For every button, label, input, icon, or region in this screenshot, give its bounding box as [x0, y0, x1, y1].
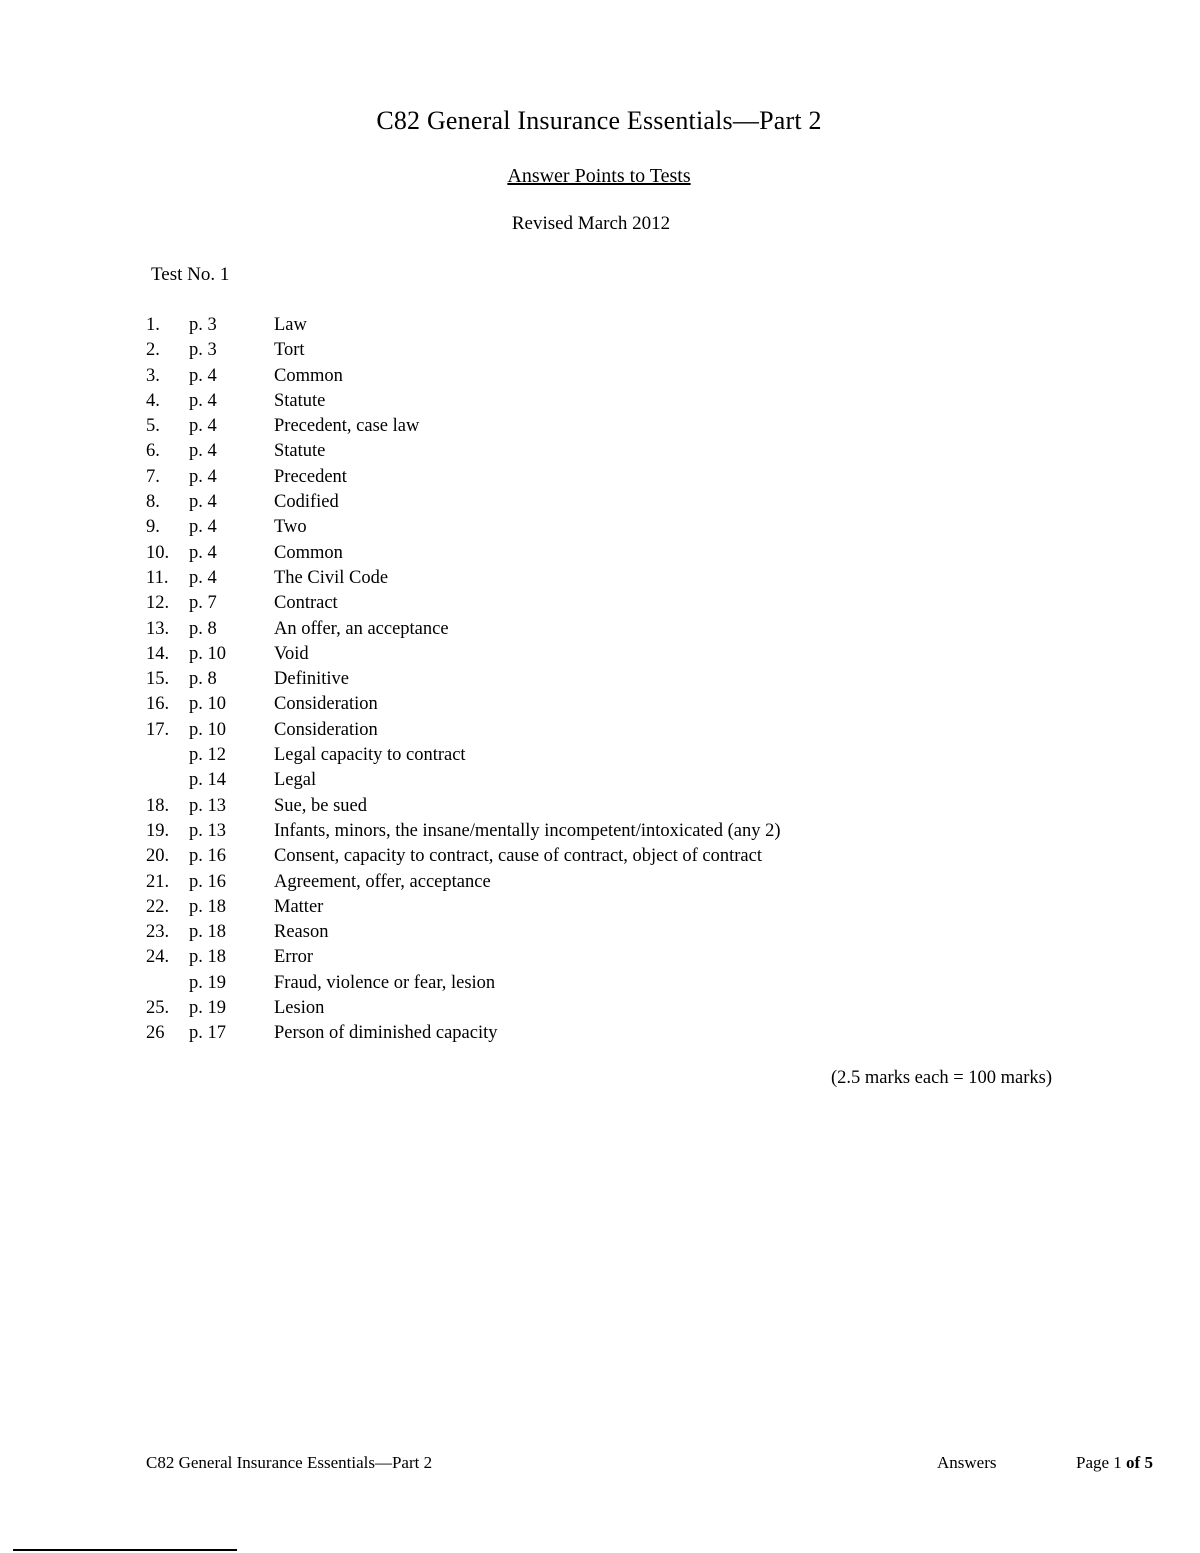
- answer-text: Precedent, case law: [274, 416, 420, 437]
- answer-number: 15.: [146, 669, 170, 690]
- answer-number: 5.: [146, 416, 160, 437]
- revision-date: Revised March 2012: [511, 213, 671, 234]
- answer-row: [146, 819, 781, 844]
- answer-text: Legal capacity to contract: [274, 745, 466, 766]
- answer-page-ref: p. 7: [189, 593, 217, 614]
- answer-page-ref: p. 3: [189, 315, 217, 335]
- answer-number: 25.: [146, 998, 170, 1019]
- answer-page-ref: p. 3: [189, 340, 217, 361]
- answer-row: [146, 490, 781, 515]
- answer-number: 17.: [146, 719, 170, 740]
- answer-row: [146, 692, 781, 717]
- answer-page-ref: p. 17: [189, 1023, 226, 1044]
- answer-number: 8.: [146, 492, 160, 513]
- answer-page-ref: p. 4: [189, 416, 217, 437]
- answer-row: [146, 515, 781, 540]
- answer-row: [146, 996, 781, 1021]
- answer-row: [146, 895, 781, 920]
- answer-page-ref: p. 16: [189, 871, 226, 892]
- answer-number: 6.: [146, 441, 160, 462]
- answer-row: [146, 414, 781, 439]
- answer-row: [146, 465, 781, 490]
- answer-text: Consent, capacity to contract, cause of contract, object of contract: [274, 846, 762, 867]
- answer-text: Common: [274, 365, 343, 386]
- answer-number: 11.: [146, 567, 169, 588]
- answer-text: Infants, minors, the insane/mentally incompetent/intoxicated (any 2): [274, 820, 781, 841]
- answer-text: Law: [274, 315, 307, 335]
- answer-page-ref: p. 14: [189, 770, 226, 791]
- answer-text: Legal: [274, 770, 317, 791]
- answer-number: 22.: [146, 896, 170, 917]
- answer-text: Reason: [274, 922, 329, 943]
- answer-number: 14.: [146, 643, 170, 664]
- footer-page-number: [1076, 1453, 1153, 1473]
- answer-row: [146, 844, 781, 869]
- answer-page-ref: p. 13: [189, 795, 226, 816]
- answer-text: Common: [274, 542, 343, 563]
- answer-number: 12.: [146, 593, 170, 614]
- answer-row: [146, 439, 781, 464]
- answer-page-ref: p. 8: [189, 669, 217, 690]
- answer-text: The Civil Code: [274, 567, 389, 588]
- answer-text: Matter: [274, 896, 324, 917]
- answer-text: Two: [274, 517, 307, 538]
- test-label: Test No. 1: [151, 264, 230, 285]
- answer-page-ref: p. 13: [189, 820, 226, 841]
- answer-text: Statute: [274, 390, 326, 411]
- answer-number: 9.: [146, 517, 160, 538]
- answer-row: [146, 566, 781, 591]
- answer-number: 21.: [146, 871, 170, 892]
- answer-number: 16.: [146, 694, 170, 715]
- answer-page-ref: p. 4: [189, 567, 217, 588]
- answer-page-ref: p. 4: [189, 365, 217, 386]
- answer-number: 20.: [146, 846, 170, 867]
- answer-number: 13.: [146, 618, 170, 639]
- answer-number: 7.: [146, 466, 160, 487]
- answer-page-ref: p. 8: [189, 618, 217, 639]
- answer-row: [146, 591, 781, 616]
- answer-text: Consideration: [274, 694, 378, 715]
- answer-text: Void: [274, 643, 309, 664]
- answer-list: [146, 313, 781, 1047]
- document-title: C82 General Insurance Essentials—Part 2: [376, 106, 822, 135]
- answer-page-ref: p. 10: [189, 694, 226, 715]
- answer-number: 26: [146, 1023, 165, 1044]
- answer-row: [146, 743, 781, 768]
- answer-number: 19.: [146, 820, 170, 841]
- answer-page-ref: p. 12: [189, 745, 226, 766]
- answer-row: [146, 945, 781, 970]
- answer-page-ref: p. 19: [189, 998, 226, 1019]
- answer-number: [146, 743, 189, 768]
- answer-number: 24.: [146, 947, 170, 968]
- answer-row: [146, 920, 781, 945]
- footnote-divider: [13, 1549, 237, 1551]
- answer-number: 2.: [146, 340, 160, 361]
- answer-text: Fraud, violence or fear, lesion: [274, 972, 496, 993]
- answer-text: Codified: [274, 492, 339, 513]
- answer-page-ref: p. 18: [189, 896, 226, 917]
- footer-section: Answers: [937, 1453, 997, 1472]
- answer-text: Lesion: [274, 998, 325, 1019]
- answer-page-ref: p. 18: [189, 947, 226, 968]
- answer-number: 1.: [146, 315, 160, 335]
- answer-row: [146, 718, 781, 743]
- answer-page-ref: p. 4: [189, 517, 217, 538]
- answer-row: [146, 313, 781, 338]
- answer-text: Person of diminished capacity: [274, 1023, 498, 1044]
- answer-number: 18.: [146, 795, 170, 816]
- answer-row: [146, 1021, 781, 1046]
- answer-page-ref: p. 4: [189, 492, 217, 513]
- answer-row: [146, 667, 781, 692]
- answer-row: [146, 389, 781, 414]
- answer-text: Precedent: [274, 466, 347, 487]
- answer-row: [146, 541, 781, 566]
- answer-number: [146, 768, 189, 793]
- footer-page-total: of 5: [1126, 1453, 1153, 1472]
- answer-number: [146, 971, 189, 996]
- answer-page-ref: p. 10: [189, 643, 226, 664]
- footer-page-prefix: Page 1: [1076, 1453, 1122, 1472]
- answer-row: [146, 768, 781, 793]
- answer-text: Definitive: [274, 669, 350, 690]
- answer-number: 10.: [146, 542, 170, 563]
- answer-number: 4.: [146, 390, 160, 411]
- answer-text: Agreement, offer, acceptance: [274, 871, 491, 892]
- answer-row: [146, 794, 781, 819]
- answer-text: Consideration: [274, 719, 378, 740]
- answer-row: [146, 870, 781, 895]
- answer-page-ref: p. 19: [189, 972, 226, 993]
- answer-page-ref: p. 4: [189, 466, 217, 487]
- answer-row: [146, 364, 781, 389]
- answer-text: Error: [274, 947, 314, 968]
- answer-number: 23.: [146, 922, 170, 943]
- answer-number: 3.: [146, 365, 160, 386]
- answer-page-ref: p. 4: [189, 441, 217, 462]
- answer-row: [146, 642, 781, 667]
- answer-text: Tort: [274, 340, 305, 361]
- answer-row: [146, 338, 781, 363]
- answer-text: Sue, be sued: [274, 795, 367, 816]
- document-subtitle: Answer Points to Tests: [507, 165, 691, 187]
- footer-title: C82 General Insurance Essentials—Part 2: [146, 1453, 433, 1472]
- answer-page-ref: p. 10: [189, 719, 226, 740]
- answer-page-ref: p. 16: [189, 846, 226, 867]
- marks-note: (2.5 marks each = 100 marks): [830, 1068, 1052, 1088]
- answer-page-ref: p. 4: [189, 390, 217, 411]
- answer-page-ref: p. 4: [189, 542, 217, 563]
- answer-text: An offer, an acceptance: [274, 618, 449, 639]
- answer-row: [146, 971, 781, 996]
- answer-page-ref: p. 18: [189, 922, 226, 943]
- answer-row: [146, 617, 781, 642]
- answer-text: Contract: [274, 593, 338, 614]
- answer-text: Statute: [274, 441, 326, 462]
